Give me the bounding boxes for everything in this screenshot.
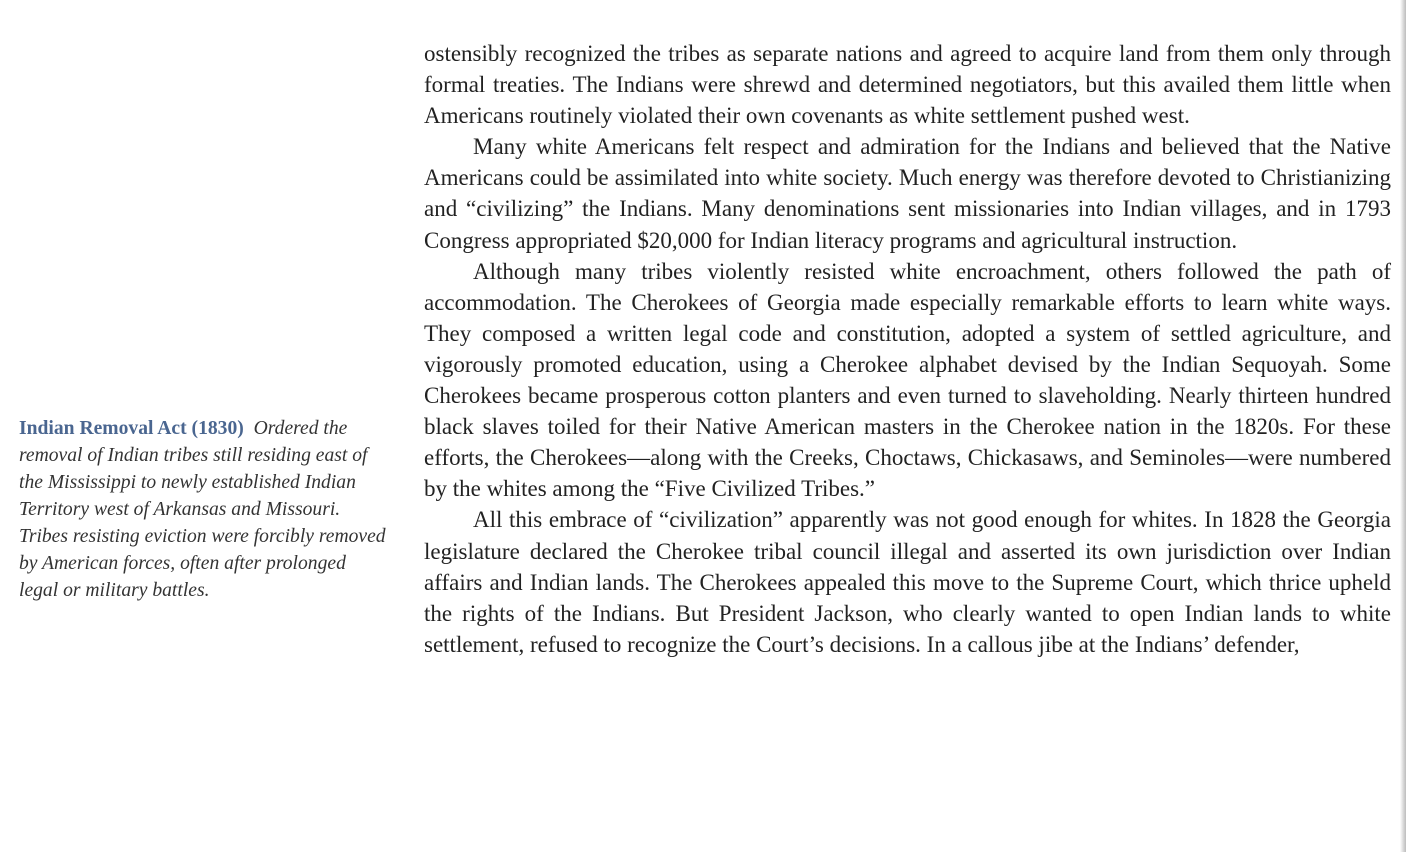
margin-glossary-note <box>19 415 389 604</box>
paragraph-continuation: ostensibly recognized the tribes as separate nations and agreed to acquire land from them only through formal treaties. The Indians were shrewd and determined negotiators, but this availed them little when Americans routinely violated their own covenants as white settlement pushed west. <box>424 41 1391 129</box>
glossary-term: Indian Removal Act (1830) <box>19 418 244 439</box>
body-text <box>424 38 1391 660</box>
page-edge-shadow <box>1400 0 1406 852</box>
paragraph-assimilation: Many white Americans felt respect and admiration for the Indians and believed that the Native Americans could be assimilated into white society. Much energy was therefore devoted to Christianizing and “civilizing” the Indians. Many denominations sent missionaries into Indian villages, and in 1793 Congress appropriated $20,000 for Indian literacy programs and agricultural instruction. <box>424 134 1391 253</box>
glossary-definition: Ordered the removal of Indian tribes still residing east of the Mississippi to newly established Indian Territory west of Arkansas and Missouri. Tribes resisting eviction were forcibly removed by American forces, often after prolonged legal or military battles. <box>19 418 386 601</box>
paragraph-georgia-legislature: All this embrace of “civilization” apparently was not good enough for whites. In 1828 the Georgia legislature declared the Cherokee tribal council illegal and asserted its own jurisdiction over Indian affairs and Indian lands. The Cherokees appealed this move to the Supreme Court, which thrice upheld the rights of the Indians. But President Jackson, who clearly wanted to open Indian lands to white settlement, refused to recognize the Court’s decisions. In a callous jibe at the Indians’ defender, <box>424 507 1391 657</box>
paragraph-accommodation: Although many tribes violently resisted white encroachment, others followed the path of accommodation. The Cherokees of Georgia made especially remarkable efforts to learn white ways. They composed a written legal code and constitution, adopted a system of settled agriculture, and vigorously promoted education, using a Cherokee alphabet devised by the Indian Sequoyah. Some Cherokees became prosperous cotton planters and even turned to slaveholding. Nearly thirteen hundred black slaves toiled for their Native American masters in the Cherokee nation in the 1820s. For these efforts, the Cherokees—along with the Creeks, Choctaws, Chickasaws, and Seminoles—were numbered by the whites among the “Five Civilized Tribes.” <box>424 258 1391 502</box>
